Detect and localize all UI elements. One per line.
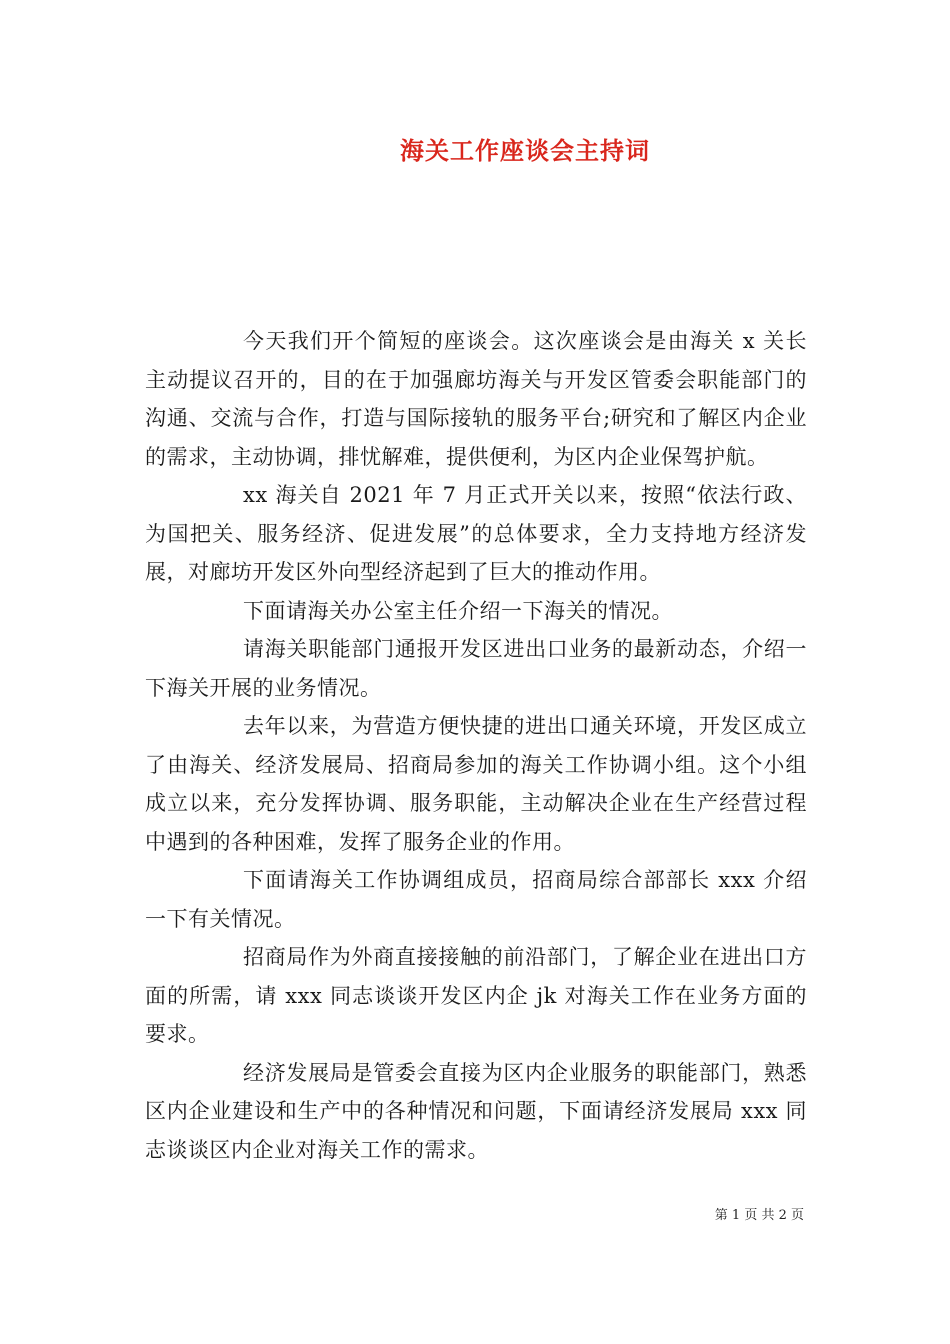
paragraph: 下面请海关工作协调组成员，招商局综合部部长 xxx 介绍一下有关情况。: [145, 868, 807, 931]
paragraph: xx 海关自 2021 年 7 月正式开关以来，按照“依法行政、为国把关、服务经济、促进发展”的总体要求，全力支持地方经济发展，对廊坊开发区外向型经济起到了巨大的推动作用。: [145, 483, 807, 584]
paragraph: 招商局作为外商直接接触的前沿部门，了解企业在进出口方面的所需，请 xxx 同志谈谈开发区内企 jk 对海关工作在业务方面的要求。: [145, 945, 807, 1046]
paragraph: 经济发展局是管委会直接为区内企业服务的职能部门，熟悉区内企业建设和生产中的各种情况和问题，下面请经济发展局 xxx 同志谈谈区内企业对海关工作的需求。: [145, 1060, 807, 1162]
page-title: 海关工作座谈会主持词: [400, 136, 650, 165]
paragraph: 请海关职能部门通报开发区进出口业务的最新动态，介绍一下海关开展的业务情况。: [145, 637, 807, 700]
page-number: [715, 1204, 804, 1223]
document-body: [145, 322, 807, 1169]
paragraph: 下面请海关办公室主任介绍一下海关的情况。: [243, 598, 673, 623]
page-number-label: 第 1 页 共 2 页: [714, 1208, 804, 1223]
paragraph: 去年以来，为营造方便快捷的进出口通关环境，开发区成立了由海关、经济发展局、招商局参加的海关工作协调小组。这个小组成立以来，充分发挥协调、服务职能，主动解决企业在生产经营过程中遇到的各种困难，发挥了服务企业的作用。: [145, 714, 807, 854]
paragraph: 今天我们开个简短的座谈会。这次座谈会是由海关 x 关长主动提议召开的，目的在于加强廊坊海关与开发区管委会职能部门的沟通、交流与合作，打造与国际接轨的服务平台;研究和了解区内企业的需求，主动协调，排忧解难，提供便利，为区内企业保驾护航。: [145, 329, 807, 469]
